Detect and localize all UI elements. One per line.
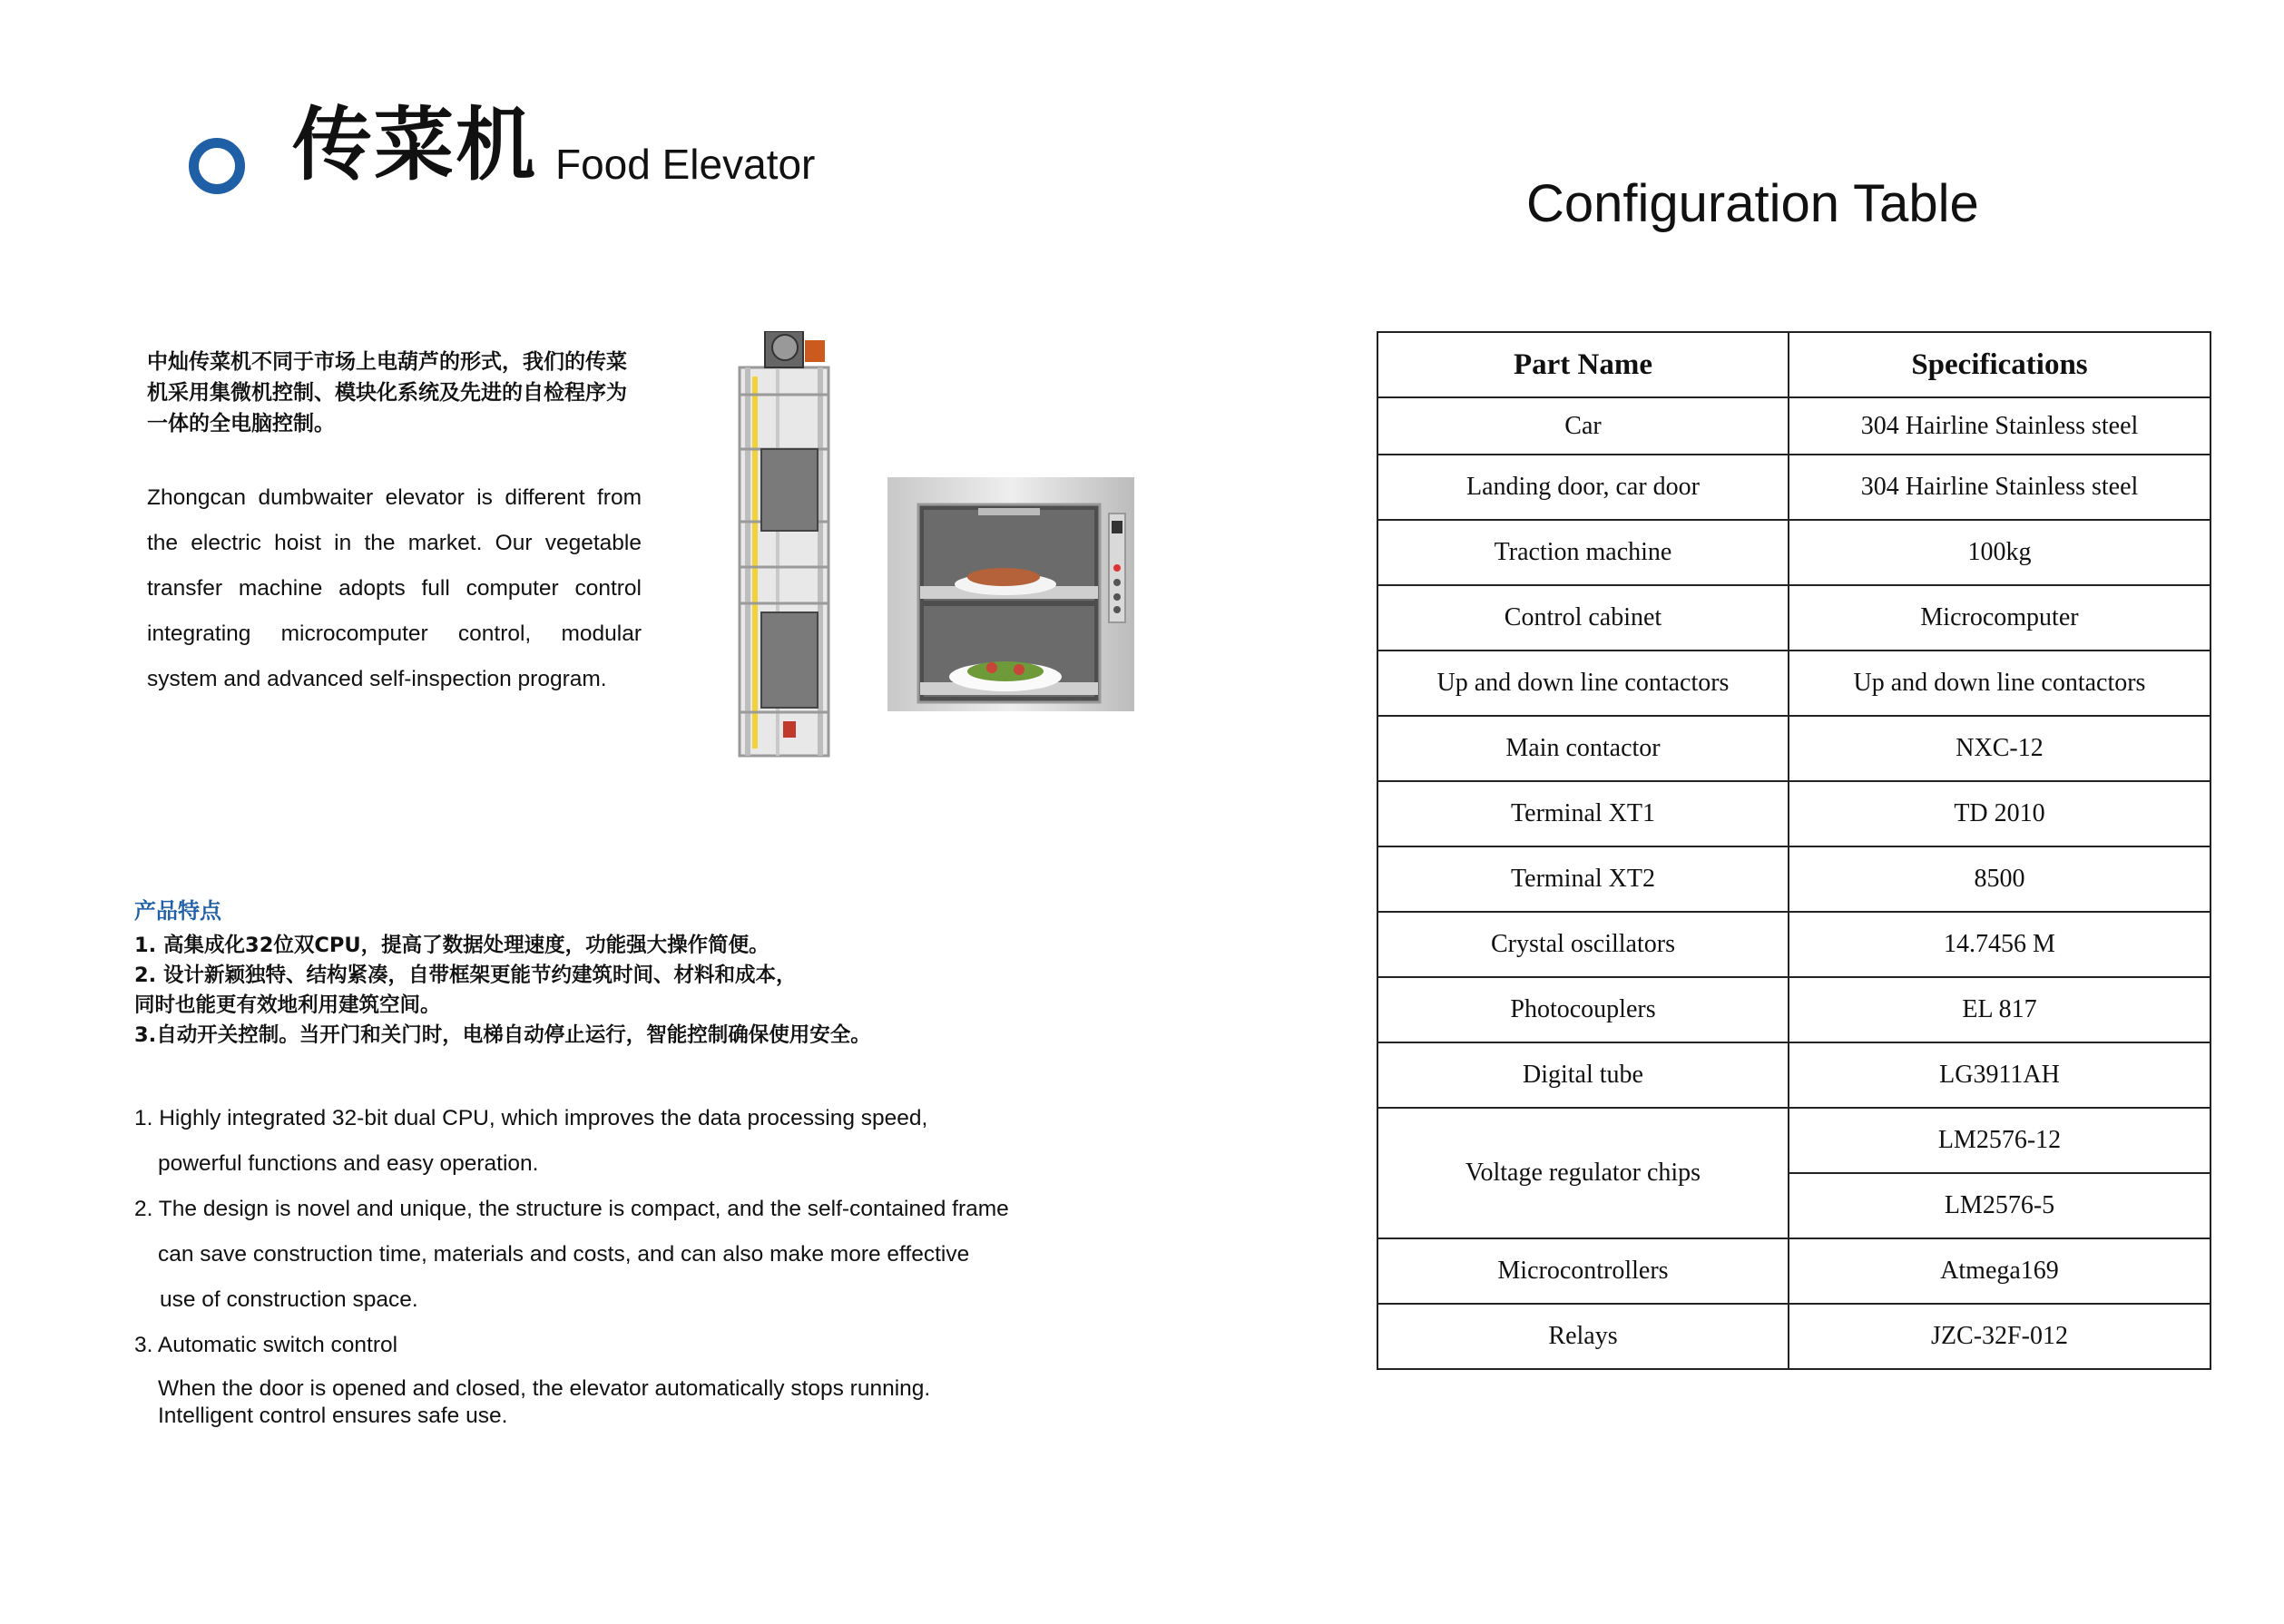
part-cell: Voltage regulator chips: [1377, 1108, 1789, 1238]
spec-cell: 8500: [1789, 846, 2210, 912]
spec-cell: NXC-12: [1789, 716, 2210, 781]
table-row: [1377, 585, 2210, 651]
part-cell: Main contactor: [1377, 716, 1789, 781]
table-row: [1377, 520, 2210, 585]
feature-en-line: powerful functions and easy operation.: [158, 1151, 539, 1176]
elevator-cabin-image: [887, 477, 1134, 711]
spec-cell: LG3911AH: [1789, 1042, 2210, 1108]
page-title-cn: 传菜机: [292, 98, 538, 191]
part-cell: Car: [1377, 397, 1789, 455]
spec-cell: LM2576-12: [1789, 1108, 2210, 1173]
feature-cn-line: 3.自动开关控制。当开门和关门时，电梯自动停止运行，智能控制确保使用安全。: [134, 1023, 871, 1047]
spec-cell: JZC-32F-012: [1789, 1304, 2210, 1369]
spec-cell: LM2576-5: [1789, 1173, 2210, 1238]
config-table: [1377, 331, 2211, 1370]
table-row: [1377, 1238, 2210, 1304]
features-list-cn: [134, 931, 871, 1051]
elevator-shaft-image: [730, 331, 839, 758]
ring-icon: [189, 138, 245, 194]
spec-cell: Up and down line contactors: [1789, 651, 2210, 716]
part-cell: Control cabinet: [1377, 585, 1789, 651]
part-cell: Relays: [1377, 1304, 1789, 1369]
page-title-en: Food Elevator: [555, 141, 816, 188]
column-header-part: Part Name: [1377, 332, 1789, 397]
spec-cell: 304 Hairline Stainless steel: [1789, 397, 2210, 455]
table-header-row: [1377, 332, 2210, 397]
table-row: [1377, 651, 2210, 716]
part-cell: Landing door, car door: [1377, 455, 1789, 520]
intro-text-en: Zhongcan dumbwaiter elevator is different from the electric hoist in the market. Our vegetable transfer machine adopts full computer control integrating microcomputer control, modular system and advanced self-inspection program.: [147, 485, 642, 691]
feature-en-line: 2. The design is novel and unique, the structure is compact, and the self-contained frame: [134, 1197, 1009, 1221]
part-cell: Microcontrollers: [1377, 1238, 1789, 1304]
part-cell: Crystal oscillators: [1377, 912, 1789, 977]
table-row: [1377, 455, 2210, 520]
feature-cn-line: 1. 高集成化32位双CPU，提高了数据处理速度，功能强大操作简便。: [134, 934, 770, 957]
part-cell: Terminal XT1: [1377, 781, 1789, 846]
part-cell: Digital tube: [1377, 1042, 1789, 1108]
spec-cell: 14.7456 M: [1789, 912, 2210, 977]
features-list-en: [134, 1096, 1009, 1430]
feature-en-line: Intelligent control ensures safe use.: [158, 1404, 508, 1428]
table-row: [1377, 912, 2210, 977]
table-row: [1377, 716, 2210, 781]
table-row: [1377, 1108, 2210, 1173]
feature-en-line: When the door is opened and closed, the elevator automatically stops running.: [158, 1376, 931, 1401]
table-row: [1377, 781, 2210, 846]
feature-en-line: use of construction space.: [160, 1287, 418, 1312]
feature-en-line: 3. Automatic switch control: [134, 1333, 398, 1357]
spec-cell: Microcomputer: [1789, 585, 2210, 651]
spec-cell: 100kg: [1789, 520, 2210, 585]
feature-cn-line: 同时也能更有效地利用建筑空间。: [134, 993, 441, 1017]
spec-cell: Atmega169: [1789, 1238, 2210, 1304]
spec-cell: 304 Hairline Stainless steel: [1789, 455, 2210, 520]
table-row: [1377, 1304, 2210, 1369]
part-cell: Photocouplers: [1377, 977, 1789, 1042]
spec-cell: TD 2010: [1789, 781, 2210, 846]
table-row: [1377, 1042, 2210, 1108]
feature-en-line: can save construction time, materials and costs, and can also make more effective: [158, 1242, 970, 1267]
part-cell: Up and down line contactors: [1377, 651, 1789, 716]
part-cell: Traction machine: [1377, 520, 1789, 585]
intro-text-cn: 中灿传菜机不同于市场上电葫芦的形式，我们的传菜机采用集微机控制、模块化系统及先进的自检程序为一体的全电脑控制。: [147, 350, 627, 435]
features-heading: 产品特点: [134, 898, 221, 924]
feature-cn-line: 2. 设计新颖独特、结构紧凑，自带框架更能节约建筑时间、材料和成本，: [134, 964, 797, 987]
table-row: [1377, 977, 2210, 1042]
column-header-spec: Specifications: [1789, 332, 2210, 397]
table-row: [1377, 397, 2210, 455]
config-table-title: Configuration Table: [1526, 174, 1979, 233]
spec-cell: EL 817: [1789, 977, 2210, 1042]
feature-en-line: 1. Highly integrated 32-bit dual CPU, which improves the data processing speed,: [134, 1106, 928, 1130]
part-cell: Terminal XT2: [1377, 846, 1789, 912]
table-row: [1377, 846, 2210, 912]
